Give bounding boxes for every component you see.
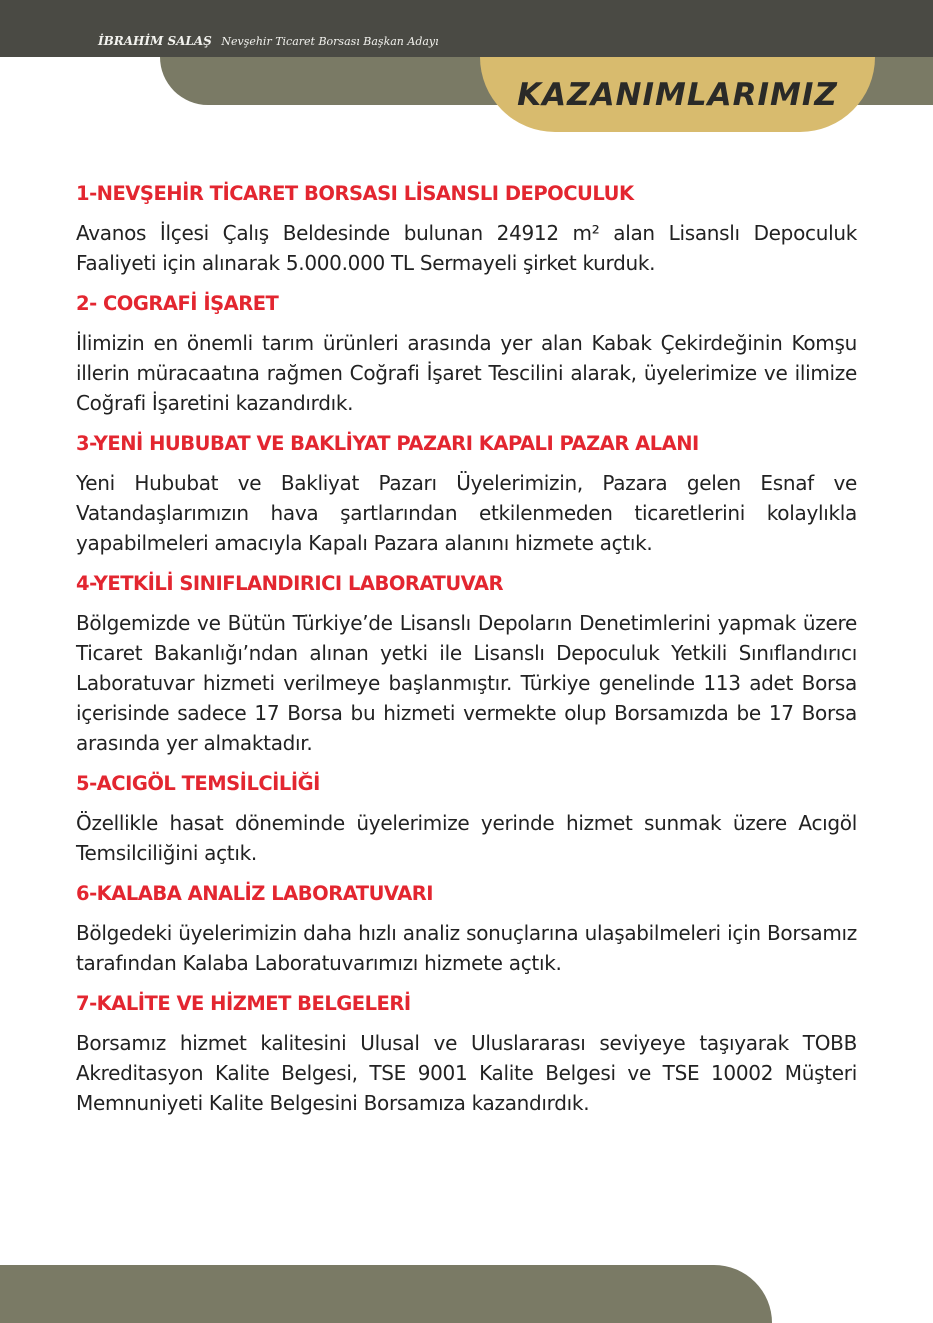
- author-line: [98, 34, 439, 48]
- page-title: KAZANIMLARIMIZ: [517, 77, 838, 113]
- section-3: [76, 431, 857, 558]
- content: [76, 181, 857, 1131]
- section-body: Özellikle hasat döneminde üyelerimize yerinde hizmet sunmak üzere Acıgöl Temsilciliğini açtık.: [76, 811, 857, 865]
- author-role: Nevşehir Ticaret Borsası Başkan Adayı: [221, 35, 439, 48]
- section-heading: 3-YENİ HUBUBAT VE BAKLİYAT PAZARI KAPALI PAZAR ALANI: [76, 432, 699, 455]
- section-body: Bölgemizde ve Bütün Türkiye’de Lisanslı Depoların Denetimlerini yapmak üzere Ticaret Bakanlığı’ndan alınan yetki ile Lisanslı Depoculuk Yetkili Sınıflandırıcı Laboratuvar hizmeti verilmeye başlanmıştır. Türkiye genelinde 113 adet Borsa içerisinde sadece 17 Borsa bu hizmeti vermekte olup Borsamızda be 17 Borsa arasında yer almaktadır.: [76, 611, 857, 755]
- section-4: [76, 571, 857, 758]
- author-name: İBRAHİM SALAŞ: [98, 34, 212, 48]
- section-7: [76, 991, 857, 1118]
- section-1: [76, 181, 857, 278]
- section-body: Bölgedeki üyelerimizin daha hızlı analiz sonuçlarına ulaşabilmeleri için Borsamız tarafından Kalaba Laboratuvarımızı hizmete açtık.: [76, 921, 857, 975]
- section-heading: 2- COGRAFİ İŞARET: [76, 292, 279, 315]
- section-body: Yeni Hububat ve Bakliyat Pazarı Üyelerimizin, Pazara gelen Esnaf ve Vatandaşlarımızın hava şartlarından etkilenmeden ticaretlerini kolaylıkla yapabilmeleri amacıyla Kapalı Pazara alanını hizmete açtık.: [76, 471, 857, 555]
- section-body: Borsamız hizmet kalitesini Ulusal ve Uluslararası seviyeye taşıyarak TOBB Akreditasyon Kalite Belgesi, TSE 9001 Kalite Belgesi ve TSE 10002 Müşteri Memnuniyeti Kalite Belgesini Borsamıza kazandırdık.: [76, 1031, 857, 1115]
- top-bar: [0, 0, 933, 57]
- section-body: İlimizin en önemli tarım ürünleri arasında yer alan Kabak Çekirdeğinin Komşu illerin müracaatına rağmen Coğrafi İşaret Tescilini alarak, üyelerimize ve ilimize Coğrafi İşaretini kazandırdık.: [76, 331, 857, 415]
- section-heading: 4-YETKİLİ SINIFLANDIRICI LABORATUVAR: [76, 572, 504, 595]
- section-2: [76, 291, 857, 418]
- section-heading: 5-ACIGÖL TEMSİLCİLİĞİ: [76, 772, 320, 795]
- title-tab: [480, 57, 875, 132]
- section-5: [76, 771, 857, 868]
- footer-band: [0, 1265, 772, 1323]
- section-heading: 6-KALABA ANALİZ LABORATUVARI: [76, 882, 434, 905]
- section-heading: 7-KALİTE VE HİZMET BELGELERİ: [76, 992, 411, 1015]
- section-heading: 1-NEVŞEHİR TİCARET BORSASI LİSANSLI DEPOCULUK: [76, 182, 634, 205]
- section-6: [76, 881, 857, 978]
- section-body: Avanos İlçesi Çalış Beldesinde bulunan 24912 m² alan Lisanslı Depoculuk Faaliyeti için alınarak 5.000.000 TL Sermayeli şirket kurduk.: [76, 221, 857, 275]
